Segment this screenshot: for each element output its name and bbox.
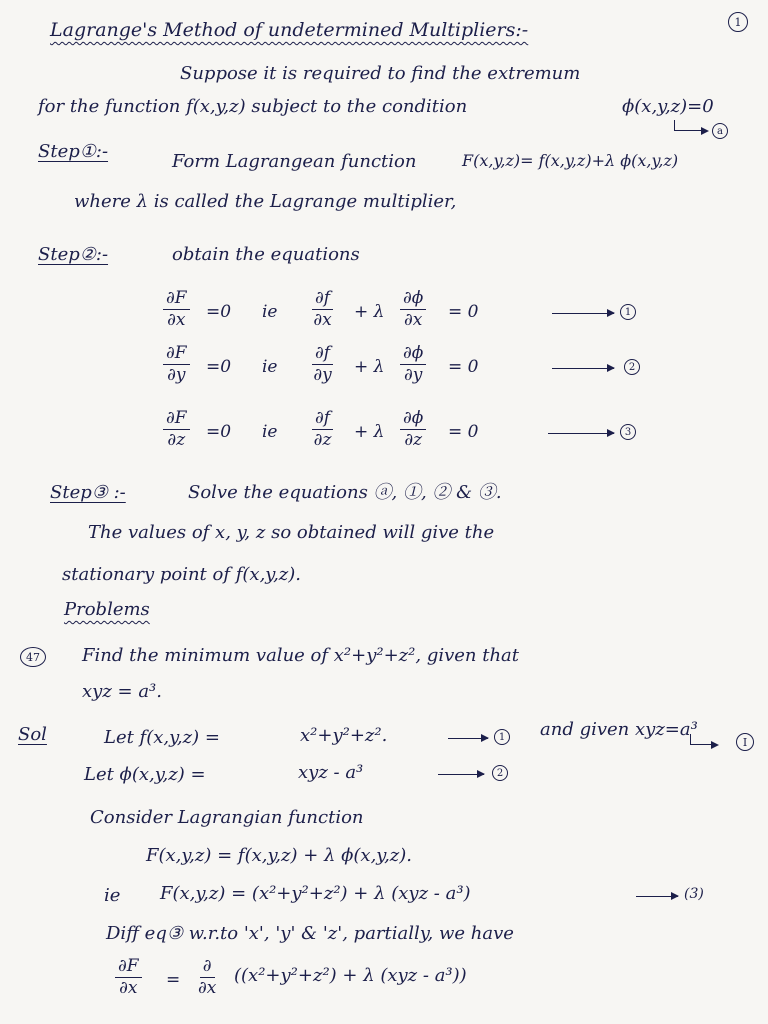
- step-1-text: Form Lagrangean function: [172, 151, 417, 172]
- equation-3-ie: ie: [262, 422, 278, 442]
- F-expanded: F(x,y,z) = (x²+y²+z²) + λ (xyz - a³): [160, 883, 471, 904]
- step-3-line-2: The values of x, y, z so obtained will give the: [88, 522, 495, 543]
- plus-lambda-3: + λ: [354, 422, 385, 442]
- constraint-condition: ϕ(x,y,z)=0: [622, 96, 714, 117]
- step-1-label: Step①:-: [38, 141, 109, 162]
- equation-tag-3: 3: [620, 424, 636, 440]
- partial-equals: =: [166, 970, 181, 990]
- arrow-icon: [636, 896, 678, 897]
- equation-2-equals-zero: =0: [206, 357, 232, 377]
- lagrangean-formula: F(x,y,z)= f(x,y,z)+λ ϕ(x,y,z): [462, 151, 679, 170]
- step-2-label: Step②:-: [38, 244, 109, 265]
- step-2-text: obtain the equations: [172, 244, 360, 265]
- partial-operator-fraction: ∂ ∂x: [198, 956, 217, 998]
- hook-arrow-icon: [690, 734, 711, 745]
- problem-statement-2: xyz = a³.: [82, 681, 162, 702]
- df-dx-fraction: $\frac{\partial f}{\partial x}$: [313, 288, 332, 330]
- partial-rhs: ((x²+y²+z²) + λ (xyz - a³)): [234, 965, 467, 986]
- step-3-text: Solve the equations ⓐ, ①, ② & ③.: [188, 482, 502, 503]
- dF-dx-fraction: $\frac{\partial F}{\partial x}$: [163, 290, 190, 329]
- hook-arrow-icon: [674, 120, 701, 131]
- problem-number: 47: [20, 647, 46, 667]
- arrow-icon: [552, 313, 614, 314]
- arrow-icon: [548, 433, 614, 434]
- solution-tag-2: 2: [492, 765, 508, 781]
- df-dz-fraction: $\frac{\partial f}{\partial z}$: [313, 408, 332, 450]
- equation-2-ie: ie: [262, 357, 278, 377]
- equation-tag-2: 2: [624, 359, 640, 375]
- dF-dz-fraction: $\frac{\partial F}{\partial z}$: [163, 410, 190, 449]
- phi-expression: xyz - a³: [298, 762, 364, 783]
- solution-tag-3: (3): [684, 886, 704, 902]
- condition-tag: a: [712, 123, 728, 139]
- intro-line-2: for the function f(x,y,z) subject to the condition: [38, 96, 468, 117]
- page-title: Lagrange's Method of undetermined Multipliers:-: [50, 19, 529, 41]
- partial-F-x-fraction: $\frac{\partial F}{\partial x}$: [115, 958, 142, 997]
- let-f-definition: Let f(x,y,z) =: [104, 727, 220, 748]
- differentiate-instruction: Diff eq③ w.r.to 'x', 'y' & 'z', partially, we have: [106, 923, 514, 944]
- plus-lambda-2: + λ: [354, 357, 385, 377]
- lagrange-multiplier-note: where λ is called the Lagrange multiplier,: [74, 191, 457, 212]
- solution-tag-1: 1: [494, 729, 510, 745]
- let-phi-definition: Let ϕ(x,y,z) =: [84, 764, 206, 785]
- plus-lambda-1: + λ: [354, 302, 385, 322]
- problems-heading: Problems: [64, 599, 150, 620]
- f-expression: x²+y²+z².: [300, 725, 388, 746]
- given-constraint: and given xyz=a³: [540, 719, 698, 740]
- F-definition: F(x,y,z) = f(x,y,z) + λ ϕ(x,y,z).: [146, 845, 413, 866]
- dphi-dy-fraction: $\frac{\partial\phi}{\partial y}$: [400, 345, 426, 384]
- equation-3-rhs-zero: = 0: [448, 422, 479, 442]
- arrow-icon: [438, 774, 484, 775]
- ie-label: ie: [104, 885, 121, 906]
- df-dy-fraction: $\frac{\partial f}{\partial y}$: [313, 343, 332, 385]
- problem-statement-1: Find the minimum value of x²+y²+z², given that: [82, 645, 520, 666]
- consider-lagrangian: Consider Lagrangian function: [90, 807, 364, 828]
- arrow-icon: [552, 368, 614, 369]
- solution-tag-I: I: [736, 733, 754, 751]
- dphi-dz-fraction: $\frac{\partial\phi}{\partial z}$: [400, 410, 426, 449]
- equation-1-equals-zero: =0: [206, 302, 232, 322]
- step-3-line-3: stationary point of f(x,y,z).: [62, 564, 302, 585]
- dphi-dx-fraction: $\frac{\partial\phi}{\partial x}$: [400, 290, 426, 329]
- equation-2-rhs-zero: = 0: [448, 357, 479, 377]
- arrow-icon: [448, 738, 488, 739]
- dF-dy-fraction: $\frac{\partial F}{\partial y}$: [163, 345, 190, 384]
- equation-1-rhs-zero: = 0: [448, 302, 479, 322]
- equation-1-ie: ie: [262, 302, 278, 322]
- intro-line-1: Suppose it is required to find the extremum: [180, 63, 581, 84]
- page-number-badge: 1: [728, 12, 748, 32]
- solution-label: Sol: [18, 724, 47, 745]
- step-3-label: Step③ :-: [50, 482, 126, 503]
- equation-3-equals-zero: =0: [206, 422, 232, 442]
- equation-tag-1: 1: [620, 304, 636, 320]
